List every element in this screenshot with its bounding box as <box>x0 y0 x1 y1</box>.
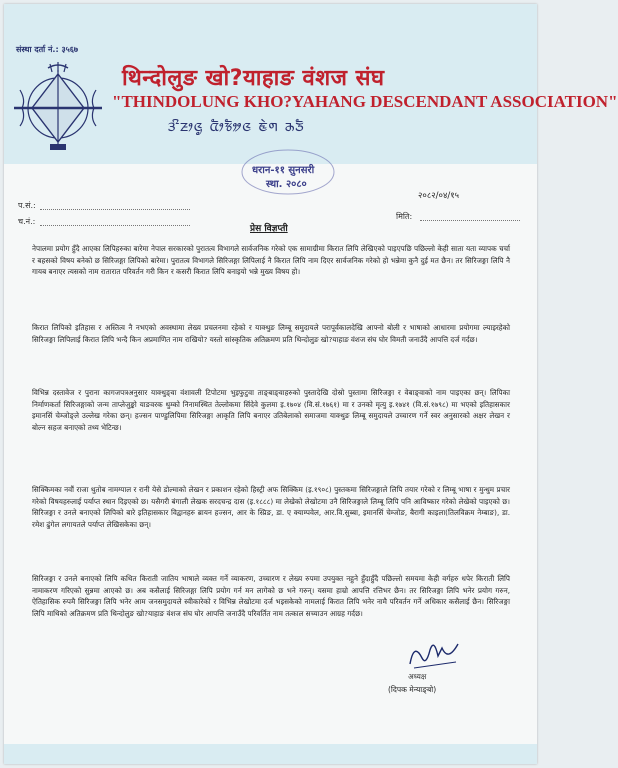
ps-dotted-line <box>40 209 190 210</box>
body-paragraph: विभिन्न दस्तावेज र पुराना कागजपत्रअनुसार याक्थुङ्वा वंशावली टिपोटमा भुइफुटुवा ताङ्बाङ्वाहरुको पुस्तादेखि दोस्रो पुस्तामा सिरिजङ्गा र वेबाङ्वाको नाम पाइएका छन्। लिपिका निर्माणकर्ता सिरिजङ्गाको जन्म ताप्लेजुङ्को याङवरक थुम्को निनामस्थित तेल्लोकमा सिंदेवे कुलमा इ.१७०४ (वि.सं.१७६१) मा र उनको मृत्यु इ.१७४१ (वि.सं.१७९८) मा भएको इतिहासकार इमानसिं चेम्जोङ्ले उल्लेख गरेका छन्। हज्सन पाण्डुलिपिमा सिरिजङ्गा आकृति लिपि बनाएर उतिबेलाको समाजमा याक्थुङ लिम्बू समुदायले उच्चारण गर्ने स्वर अनुसारको अक्षर लेखन र बोल्न सहज बनाएको तथ्य भेटिन्छ। <box>32 388 510 432</box>
signatory-role: अध्यक्ष <box>408 672 427 681</box>
body-paragraph: किरात लिपिको इतिहास र अस्तित्व नै नभएको अवस्थामा लेख्य प्रचलनमा रहेको र याक्थुङ लिम्बू समुदायले परापूर्वकालदेखि आफ्नो बोली र भाषाको आधारमा प्रयोगमा ल्याइरहेको सिरिजङ्गा लिपिलाई किरात लिपि भन्दै किन अप्रमाणित नाम राखियो? यस्तो सांस्कृतिक अतिक्रमण प्रति थिन्दोलुङ खो?याहाङ वंशज संघ घोर विमती जनाउँदै आपत्ति दर्ज गर्दछ। <box>32 323 510 344</box>
miti-dotted-line <box>420 220 520 221</box>
body-paragraph: नेपालमा प्रयोग हुँदै आएका लिपिहरुका बारेमा नेपाल सरकारको पुरातत्व विभागले सार्वजनिक गरेको एक सामाग्रीमा किरात लिपि लेखिएको पाइएपछि पछिल्लो केही साता यता व्यापक चर्चा र बहसको विषय बनेको छ सिरिजङ्गा लिपिको बारेमा। पुरातत्व विभागले सिरिजङ्गा लिपिलाई नै किरात लिपि नाम दिएर सार्वजनिक गरेको हो भन्नेमा कुनै दुई मत छैन। तर सिरिजङ्गा लिपि नै गायब बनाएर त्यसको नाम रातारात परिवर्तन गरी किन र कसरी किरात लिपि बनाइयो भन्ने मुख्य विषय हो। <box>32 244 510 276</box>
footer-band <box>4 744 537 764</box>
signatory-name: (दिपक मेन्याङ्बो) <box>388 685 437 694</box>
org-name-nepali: थिन्दोलुङ खो?याहाङ वंशज संघ <box>122 66 385 91</box>
address-line: धरान-११ सुनसरी <box>252 165 315 176</box>
org-name-script: ᤋᤡᤏᤣᤜᤢ ᤂᤥᤃᤦᤜ ᤇᤧᤛ ᤌᤍᤠ <box>168 116 305 136</box>
signature-icon <box>404 636 464 676</box>
ps-label: प.सं.: <box>18 201 36 210</box>
registration-number: संस्था दर्ता नं.: ३५६७ <box>16 45 79 54</box>
date-header: २०८२/०४/१५ <box>418 191 460 201</box>
established-year: स्था. २०८० <box>266 179 307 190</box>
miti-label: मिति: <box>396 212 413 221</box>
cn-label: च.नं.: <box>18 217 36 226</box>
org-name-english: "THINDOLUNG KHO?YAHANG DESCENDANT ASSOCIATION" <box>112 92 618 111</box>
letter-page <box>4 4 618 764</box>
body-paragraph: सिरिजङ्गा र उनले बनाएको लिपि कथित किराती जातिय भाषाले व्यक्त गर्ने व्याकरण, उच्चारण र लेख्य रुपमा उपयुक्त नहुने हुँदाहुँदै पछिल्लो समयमा केही वर्गहरु धपेर किराती लिपि नामाकरण गरिएको सुन्नमा आएको छ। अब कसैलाई सिरिजङ्गा लिपि प्रयोग गर्न मन लागेको छ भने गरुन्। यसमा हाम्रो आपत्ति रत्तिभर छैन। तर सिरिजङ्गा लिपि भनेर प्रयोग गरुन, ऐतिहासिक रुपमै सिरिजङ्गा लिपि भनेर आम जनसमुदायले स्वीकारेको र विभिन्न लेखोटमा दर्ज भइसकेको नामलाई किरात लिपि भनेर नामै परिवर्तन गर्ने अधिकार कसैलाई छैन। सिरिजङ्गा लिपि माथिको अतिक्रमण प्रति थिन्दोलुङ खो?याहाङ वंशज संघ घोर आपत्ति जनाउँदै परिवर्तित नाम तत्काल सच्याउन आग्रह गर्दछ। <box>32 574 510 618</box>
body-paragraph: सिक्किमका नवौं राजा थुतोब नामग्याल र रानी येसे डोल्माको लेखन र प्रकाशन रहेको हिस्ट्री अफ सिक्किम (इ.१९०८) पुस्तकमा सिरिजङ्गाले लिपि तयार गरेको र लिम्बू भाषा र मुन्धुम प्रचार गरेको विषयहरुलाई पर्याप्त स्थान दिइएको छ। यसैगरी बंगाली लेखक सरदचन्द्र दास (इ.१८८८) मा लेखेको लेखोटमा उनै सिरिजङ्गाले लिम्बू लिपि पनि आविष्कार गरेको लेखेको पाइएको छ। सिरिजङ्गा र उनले बनाएको लिपिको बारे इतिहासकार विद्वानहरु ब्रायन हज्सन, आर के स्प्रिङ, डा. ए क्याम्पवेल, आर.वि.सुब्बा, इमानसिं चेम्जोङ, बैरागी काइला(तिलविक्रम नेम्बाङ), डा. रमेश ढुंगेल लगायतले पर्याप्त लेखिसकेका छन्। <box>32 485 510 529</box>
cn-dotted-line <box>40 225 190 226</box>
association-logo-icon <box>12 60 104 156</box>
press-release-heading: प्रेस विज्ञप्ती <box>250 224 288 234</box>
